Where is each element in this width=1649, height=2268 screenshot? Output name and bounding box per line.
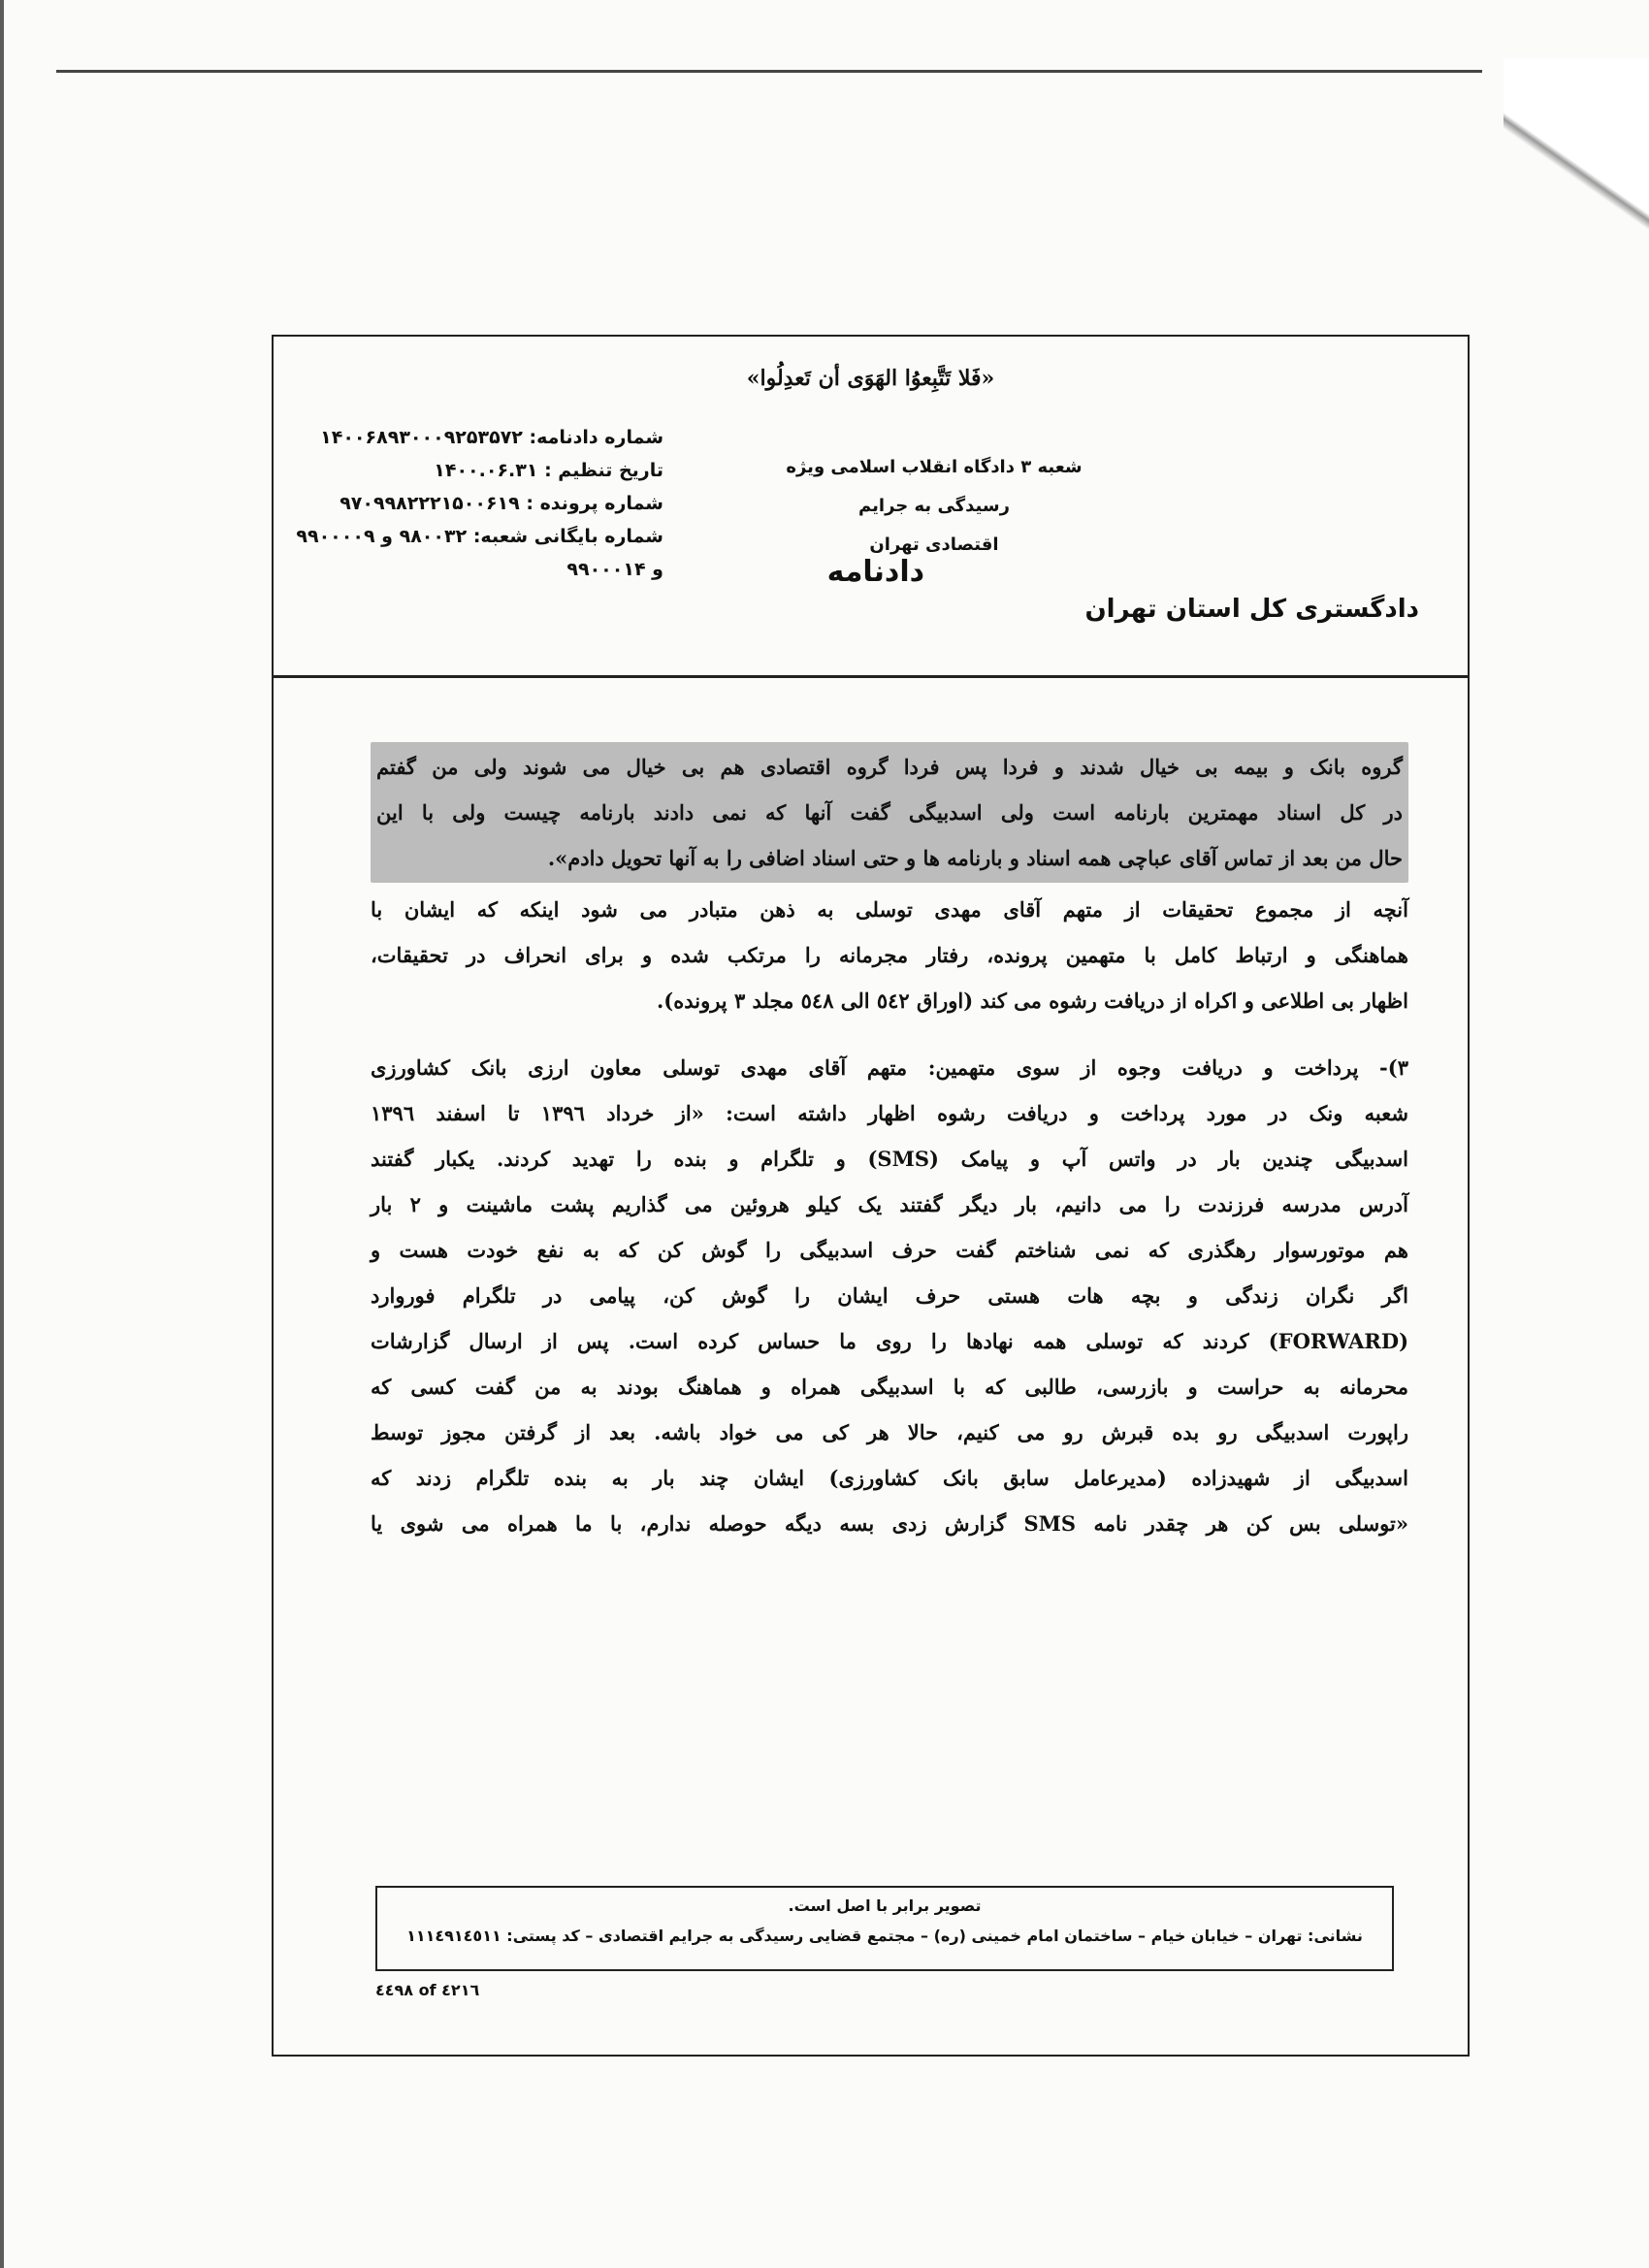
text-line: هم موتورسوار رهگذری که نمی شناختم گفت حرف اسدبیگی را گوش کن که به نفع خودت هست و	[371, 1238, 1408, 1262]
text-line: (FORWARD) کردند که توسلی همه نهادها را روی ما حساس کرده است. پس از ارسال گزارشات	[371, 1329, 1408, 1353]
text-line: شعبه ونک در مورد پرداخت و دریافت رشوه اظهار داشته است: «از خرداد ١٣٩٦ تا اسفند ١٣٩٦	[371, 1101, 1408, 1125]
text-line: آنچه از مجموع تحقیقات از متهم آقای مهدی توسلی به ذهن متبادر می شود اینکه که ایشان با	[371, 897, 1408, 922]
text-line: راپورت اسدبیگی رو بده قبرش رو می کنیم، حالا هر کی می خواد باشه. بعد از گرفتن مجوز توسط	[371, 1420, 1408, 1444]
paragraph	[371, 1045, 1408, 1546]
highlighted-quote	[371, 742, 1408, 883]
document-type: دادنامه	[826, 555, 924, 589]
text-line: اسدبیگی چندین بار در واتس آپ و پیامک (SMS) و تلگرام و بنده را تهدید کردند. یکبار گفتند	[371, 1147, 1409, 1171]
header-verse: «فَلا تَتَّبِعوُا الهَوَی أن تَعدِلُوا»	[746, 366, 995, 391]
court-branch	[750, 448, 1118, 565]
court-general-name: دادگستری کل استان تهران	[1084, 595, 1419, 624]
scan-edge	[0, 0, 4, 2268]
paragraph	[371, 887, 1408, 1023]
case-number: شماره پرونده : ۹۷۰۹۹۸۲۲۲۱۵۰۰۶۱۹	[340, 493, 663, 514]
document-body	[371, 742, 1408, 1546]
verdict-number: شماره دادنامه: ۱۴۰۰۶۸۹۳۰۰۰۹۲۵۳۵۷۲	[320, 427, 663, 448]
archive-number: شماره بایگانی شعبه: ۹۸۰۰۳۲ و ۹۹۰۰۰۰۹	[296, 526, 663, 547]
text-line: آدرس مدرسه فرزندت را می دانیم، بار دیگر گفتند یک کیلو هروئین می گذاریم پشت ماشینت و ۲ بار	[371, 1192, 1408, 1216]
folded-corner	[1504, 58, 1649, 281]
text-line: ۳)- پرداخت و دریافت وجوه از سوی متهمین: متهم آقای مهدی توسلی معاون ارزی بانک کشاورزی	[371, 1055, 1408, 1080]
page-top-edge	[56, 70, 1482, 73]
document-header	[274, 337, 1468, 678]
court-address: نشانی: تهران – خیابان خیام – ساختمان امام خمینی (ره) – مجتمع قضایی رسیدگی به جرایم اقتصادی – کد پستی: ۱۱۱٤۹۱٤٥۱۱	[406, 1927, 1363, 1945]
text-line: اظهار بی اطلاعی و اکراه از دریافت رشوه می کند (اوراق ٥٤٢ الی ٥٤٨ مجلد ٣ پرونده).	[656, 988, 1408, 1013]
text-line: هماهنگی و ارتباط کامل با متهمین پرونده، رفتار مجرمانه را مرتکب شده و برای انحراف در تحقیقات،	[371, 943, 1408, 967]
text-line: اسدبیگی از شهیدزاده (مدیرعامل سابق بانک کشاورزی) ایشان چند بار به بنده تلگرام زدند که	[371, 1466, 1408, 1490]
text-line: گروه بانک و بیمه بی خیال شدند و فردا پس فردا گروه اقتصادی هم بی خیال می شوند ولی من گفتم	[376, 755, 1403, 779]
court-branch-line: شعبه ۳ دادگاه انقلاب اسلامی ویژه رسیدگی به جرایم	[786, 457, 1083, 516]
text-line: در کل اسناد مهمترین بارنامه است ولی اسدبیگی گفت آنها که نمی دادند بارنامه چیست ولی با این	[376, 800, 1403, 825]
document-frame	[272, 335, 1470, 2057]
court-branch-line: اقتصادی تهران	[869, 535, 999, 555]
page-counter: ٤٤٩٨ of ٤٢١٦	[375, 1981, 480, 1999]
issue-date: تاریخ تنظیم : ۱۴۰۰.۰۶.۳۱	[434, 460, 663, 481]
certified-copy-note: تصویر برابر با اصل است.	[788, 1896, 982, 1915]
text-line: محرمانه به حراست و بازرسی، طالبی که با اسدبیگی همراه و هماهنگ بودند به من گفت کسی که	[371, 1375, 1408, 1399]
text-line: حال من بعد از تماس آقای عباچی همه اسناد و بارنامه ها و حتی اسناد اضافی را به آنها تحویل دادم».	[547, 846, 1403, 870]
verdict-metadata	[275, 421, 663, 586]
footer-box	[375, 1886, 1394, 1971]
text-line: «توسلی بس کن هر چقدر نامه SMS گزارش زدی بسه دیگه حوصله ندارم، با ما همراه می شوی یا	[371, 1511, 1408, 1536]
text-line: اگر نگران زندگی و بچه هات هستی حرف ایشان را گوش کن، پیامی در تلگرام فوروارد	[371, 1283, 1408, 1308]
archive-number-cont: و ۹۹۰۰۰۱۴	[566, 559, 663, 580]
